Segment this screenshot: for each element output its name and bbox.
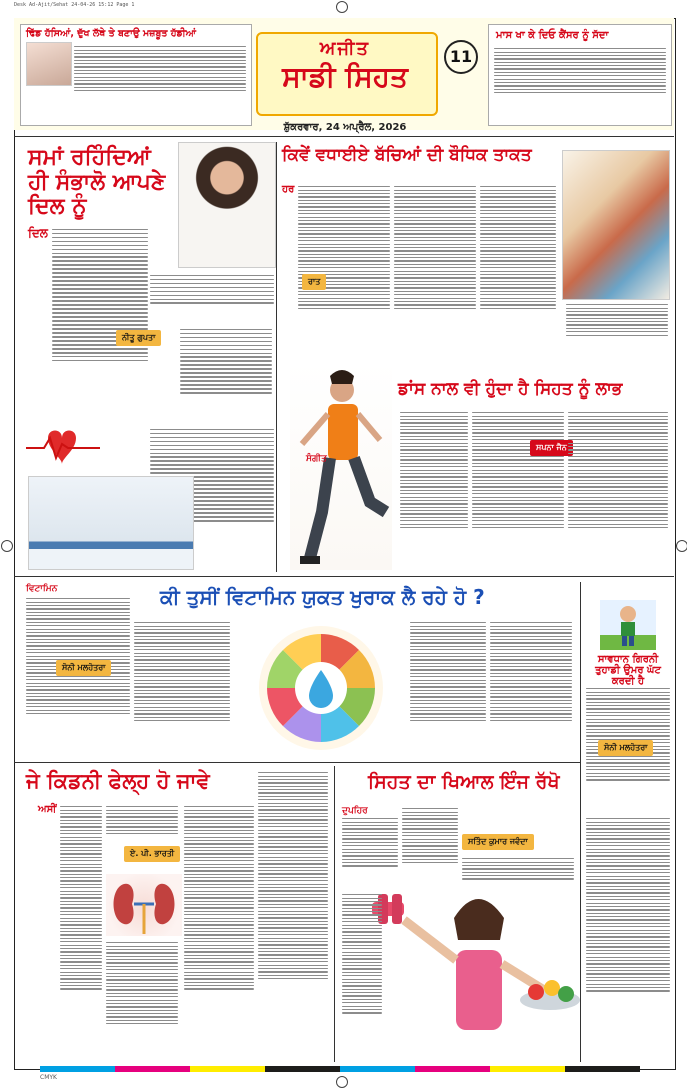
kidney-lead-word: ਅਸੀਂ (38, 804, 57, 815)
column-divider (580, 582, 581, 1062)
print-slug: Desk Ad-Ajit/Sehat 24-04-26 15:12 Page 1 (14, 2, 135, 8)
vitamin-byline: ਸੋਨੀ ਮਲਹੋਤਰਾ (56, 660, 111, 676)
kidney-text-col1c (106, 940, 178, 1054)
dance-text-col3 (568, 410, 668, 568)
column-divider (334, 766, 335, 1062)
vitamin-headline: ਕੀ ਤੁਸੀਂ ਵਿਟਾਮਿਨ ਯੁਕਤ ਖੁਰਾਕ ਲੈ ਰਹੇ ਹੋ ? (160, 585, 485, 609)
kids-caption-text (566, 302, 668, 350)
corner-right-text (494, 46, 666, 120)
kids-text-col2 (394, 184, 476, 352)
kidney-text-col2 (184, 804, 254, 1054)
woman-eating-photo (178, 142, 276, 268)
kidney-text-col3 (258, 770, 328, 1054)
child-painting-photo (562, 150, 670, 300)
kids-lead-word: ਹਰ (282, 184, 295, 195)
health-text-col2 (402, 806, 458, 886)
heart-headline: ਸਮਾਂ ਰਹਿੰਦਿਆਂ ਹੀ ਸੰਭਾਲੋ ਆਪਣੇ ਦਿਲ ਨੂੰ (28, 145, 166, 220)
boy-cartoon-illustration (600, 600, 656, 650)
registration-mark-icon (336, 1, 348, 13)
vitamin-wheel-illustration (236, 620, 406, 758)
corner-right-title: ਮਾਸ ਖਾ ਕੇ ਦਿਓ ਕੈਂਸਰ ਨੂੰ ਸੱਦਾ (496, 30, 609, 41)
vitamin-text-col3 (410, 620, 486, 754)
color-calibration-bar (40, 1066, 640, 1072)
vitamin-text-col4 (490, 620, 572, 754)
kidney-headline: ਜੇ ਕਿਡਨੀ ਫੇਲ੍ਹ ਹੋ ਜਾਵੇ (26, 769, 210, 793)
section-divider (14, 136, 674, 137)
heart-text-col2a (150, 272, 274, 320)
kids-byline: ਰਾਤ (302, 274, 326, 290)
dance-text-col1 (400, 410, 468, 568)
heart-byline: ਨੀਤੂ ਗੁਪਤਾ (116, 330, 161, 346)
woman-dumbbell-vegetables-photo (364, 880, 580, 1060)
kids-text-col1 (298, 184, 390, 352)
section-divider (14, 762, 580, 763)
health-lead-word: ਦੁਪਹਿਰ (342, 806, 368, 816)
man-dancing-photo (290, 362, 392, 570)
brand-title: ਅਜੀਤ (319, 38, 371, 59)
corner-left-text (74, 44, 246, 120)
heart-ecg-icon (26, 424, 100, 468)
woman-stretching-photo (28, 476, 194, 570)
kidney-text-col1b (106, 804, 178, 844)
kidney-byline: ਏ. ਪੀ. ਭਾਰਤੀ (124, 846, 180, 862)
kids-text-col3 (480, 184, 556, 352)
dance-headline: ਡਾਂਸ ਨਾਲ ਵੀ ਹੁੰਦਾ ਹੈ ਸਿਹਤ ਨੂੰ ਲਾਭ (398, 379, 623, 399)
section-divider (14, 576, 674, 577)
dance-text-col2 (472, 410, 564, 568)
care-byline: ਸੋਨੀ ਮਲਹੋਤਰਾ (598, 740, 653, 756)
registration-mark-icon (1, 540, 13, 552)
dance-lead-word: ਸੰਗੀਤ (306, 454, 327, 464)
vitamin-lead-word: ਵਿਟਾਮਿਨ (26, 584, 58, 594)
kidney-illustration (106, 874, 182, 936)
care-headline: ਸਾਵਧਾਨ ਗਿਰਨੀ ਤੁਹਾਡੀ ਉਮਰ ਘੱਟ ਕਰਦੀ ਹੈ (595, 654, 661, 688)
health-text-col1 (342, 816, 398, 886)
corner-left-title: ਢਿੱਡ ਹੱਸਿਆਂ, ਦੁੱਖ ਲੱਥੇ ਤੇ ਬਣਾਉ ਮਜ਼ਬੂਤ ਹੱਡੀਆਂ (26, 28, 197, 39)
registration-mark-icon (336, 1076, 348, 1088)
health-text-col4 (342, 892, 382, 1054)
laughing-woman-photo (26, 42, 72, 86)
heart-lead-word: ਦਿਲ (28, 226, 48, 240)
health-byline: ਸਤਿੰਦ ਕੁਮਾਰ ਜਵੰਦਾ (462, 834, 534, 850)
registration-mark-icon (676, 540, 687, 552)
heart-text-col2b (180, 326, 272, 422)
vitamin-text-col2 (134, 620, 230, 754)
health-headline: ਸਿਹਤ ਦਾ ਖਿਆਲ ਇੰਜ ਰੱਖੋ (368, 771, 560, 793)
care-text-col2 (586, 816, 670, 1056)
page-number: 11 (444, 40, 478, 74)
footer-cmyk-label: CMYK (40, 1074, 57, 1081)
heart-text-col1 (52, 226, 148, 416)
kids-headline: ਕਿਵੇਂ ਵਧਾਈਏ ਬੱਚਿਆਂ ਦੀ ਬੌਧਿਕ ਤਾਕਤ (282, 145, 532, 165)
section-title: ਸਾਡੀ ਸਿਹਤ (282, 60, 408, 93)
date-line: ਸ਼ੁੱਕਰਵਾਰ, 24 ਅਪ੍ਰੈਲ, 2026 (283, 122, 407, 133)
dance-byline: ਸਪਨਾ ਜੈਨ (530, 440, 573, 456)
kidney-text-col1a (60, 804, 102, 1054)
column-divider (276, 142, 277, 572)
